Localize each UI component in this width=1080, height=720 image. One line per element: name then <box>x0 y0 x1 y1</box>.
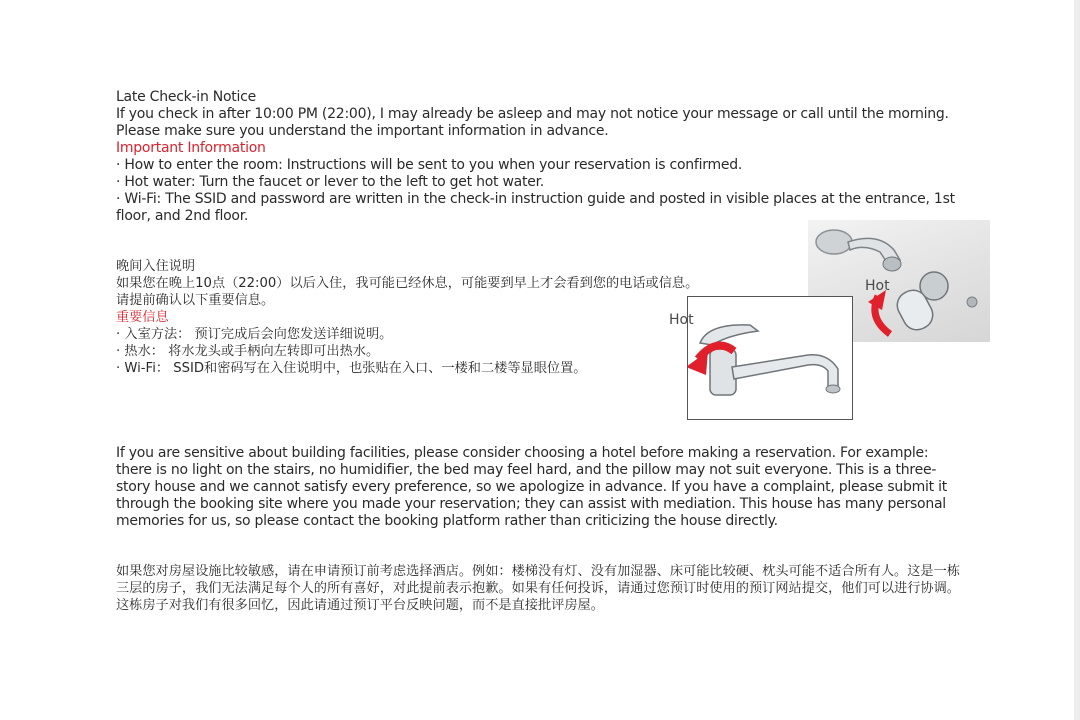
hot-label: Hot <box>669 312 694 328</box>
facilities-text: If you are sensitive about building facilities, please consider choosing a hotel before making a reservation. For example: there is no light on the stairs, no humidifier, the bed may feel hard, and the pillow may not suit everyone. This is a three-story house and we cannot satisfy every preference, so we apologize in advance. If you have a complaint, please submit it through the booking site where you made your reservation; they can assist with mediation. This house has many personal memories for us, so please contact the booking platform rather than criticizing the house directly. <box>116 445 947 529</box>
info-item: · Hot water: Turn the faucet or lever to the left to get hot water. <box>116 174 982 191</box>
notice-line: 请提前确认以下重要信息。 <box>116 293 275 308</box>
english-notice <box>116 89 982 225</box>
notice-title: Late Check-in Notice <box>116 89 256 105</box>
notice-line: Please make sure you understand the important information in advance. <box>116 123 609 139</box>
important-heading: Important Information <box>116 140 266 156</box>
info-item: · 热水： 将水龙头或手柄向左转即可出热水。 <box>116 343 756 360</box>
notice-title: 晚间入住说明 <box>116 259 196 274</box>
single-lever-faucet-photo-icon <box>688 297 852 419</box>
notice-line: 如果您在晚上10点（22:00）以后入住，我可能已经休息，可能要到早上才会看到您的电话或信息。 <box>116 276 699 291</box>
notice-line: If you check in after 10:00 PM (22:00), I may already be asleep and may not notice your message or call until the morning. <box>116 106 949 122</box>
hot-label: Hot <box>865 278 890 294</box>
english-facilities-paragraph <box>116 445 966 530</box>
info-item: · How to enter the room: Instructions will be sent to you when your reservation is confirmed. <box>116 157 982 174</box>
chinese-notice <box>116 258 756 377</box>
info-item: · Wi-Fi: The SSID and password are written in the check-in instruction guide and posted in visible places at the entrance, 1st floor, and 2nd floor. <box>116 191 982 225</box>
info-item: · Wi-Fi： SSID和密码写在入住说明中，也张贴在入口、一楼和二楼等显眼位置。 <box>116 360 756 377</box>
info-item: · 入室方法： 预订完成后会向您发送详细说明。 <box>116 326 756 343</box>
important-heading: 重要信息 <box>116 310 169 325</box>
deck-faucet-image <box>687 296 853 420</box>
chinese-facilities-paragraph <box>116 563 966 614</box>
scrollbar-track[interactable] <box>1074 0 1080 720</box>
facilities-text: 如果您对房屋设施比较敏感，请在申请预订前考虑选择酒店。例如：楼梯没有灯、没有加湿器、床可能比较硬、枕头可能不适合所有人。这是一栋三层的房子，我们无法满足每个人的所有喜好，对此提前表示抱歉。如果有任何投诉，请通过您预订时使用的预订网站提交，他们可以进行协调。这栋房子对我们有很多回忆，因此请通过预订平台反映问题，而不是直接批评房屋。 <box>116 564 960 613</box>
